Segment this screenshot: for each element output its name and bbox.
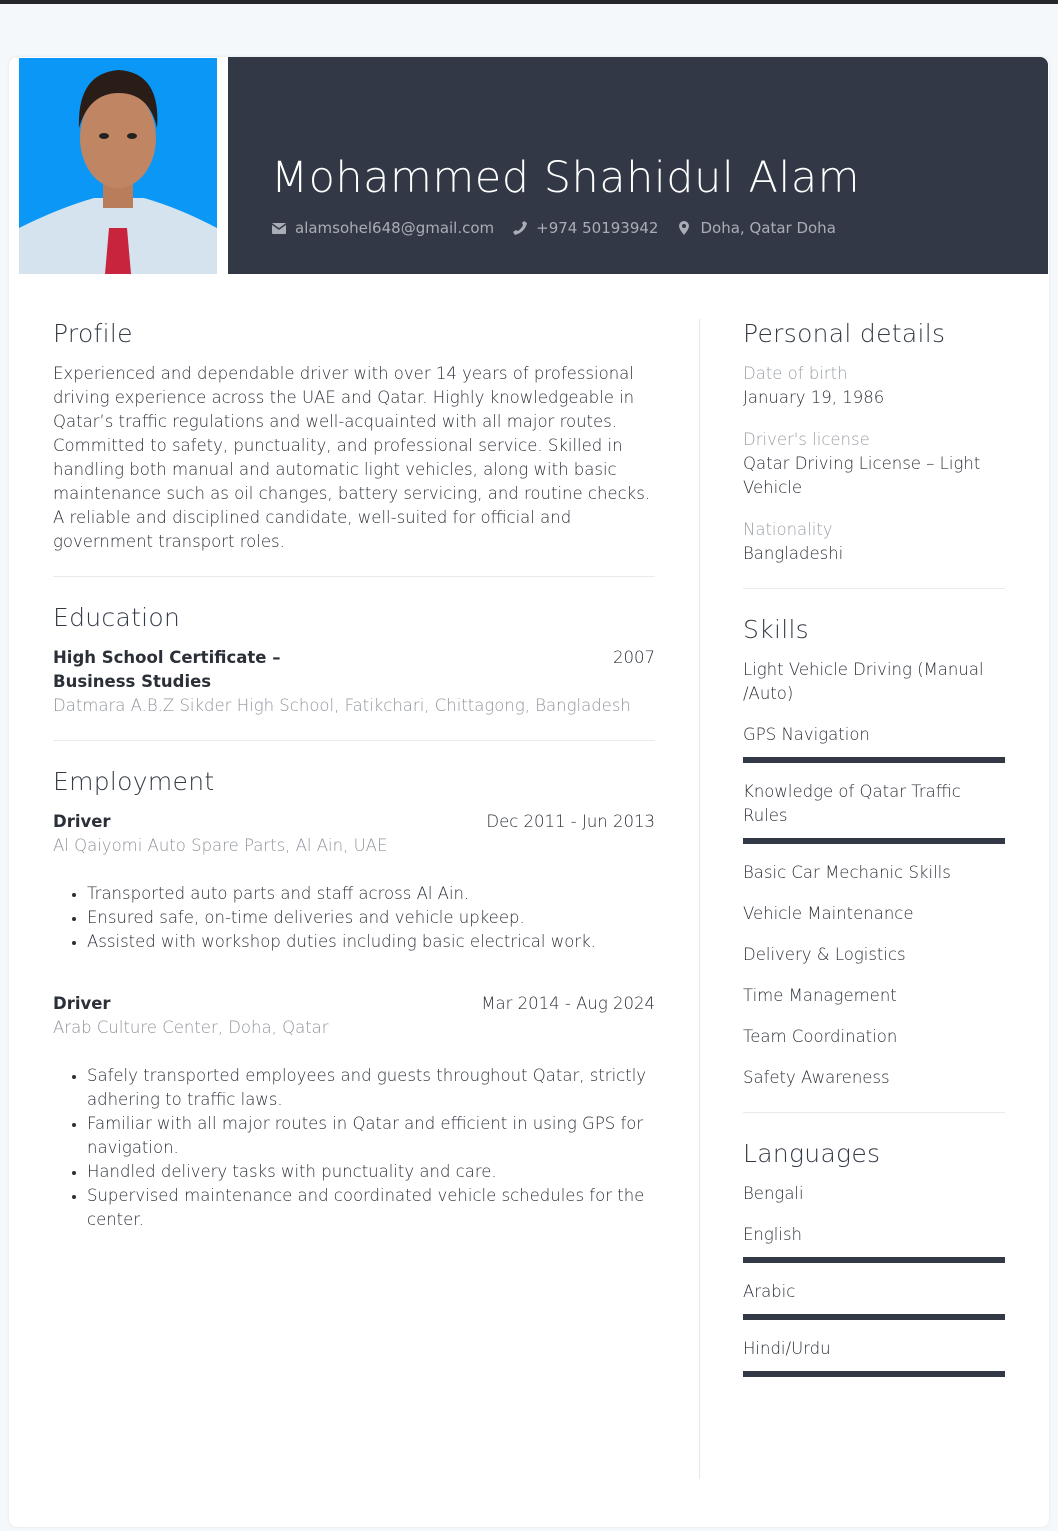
level-bar — [743, 1257, 1005, 1263]
section-title: Skills — [743, 615, 810, 644]
language-item — [743, 1280, 1005, 1320]
email-contact[interactable] — [271, 219, 494, 237]
level-bar — [743, 1314, 1005, 1320]
job-title: Driver — [53, 994, 111, 1013]
candidate-name: Mohammed Shahidul Alam — [271, 153, 861, 203]
bullet: • Supervised maintenance and coordinated vehicle schedules for the center. — [87, 1184, 655, 1232]
skill-item — [743, 902, 1005, 926]
phone-contact[interactable] — [512, 219, 658, 237]
detail-value: Qatar Driving License – Light Vehicle — [743, 454, 981, 497]
detail-value: January 19, 1986 — [743, 388, 885, 407]
section-title: Profile — [53, 319, 133, 348]
detail-label: Driver's license — [743, 430, 870, 449]
job-bullets — [87, 882, 655, 954]
bullet: • Safely transported employees and guests throughout Qatar, strictly adhering to traffic laws. — [87, 1064, 655, 1112]
school: Datmara A.B.Z Sikder High School, Fatikchari, Chittagong, Bangladesh — [53, 696, 631, 715]
top-bar — [0, 0, 1058, 4]
skill-item — [743, 1066, 1005, 1090]
skill-item — [743, 861, 1005, 885]
skill-item — [743, 658, 1005, 706]
section-title: Languages — [743, 1139, 881, 1168]
job-dates: Mar 2014 - Aug 2024 — [481, 994, 655, 1013]
profile-photo — [19, 58, 217, 274]
employer: Arab Culture Center, Doha, Qatar — [53, 1018, 329, 1037]
level-bar — [743, 757, 1005, 763]
section-title: Employment — [53, 767, 215, 796]
column-divider — [699, 319, 700, 1479]
skill-item — [743, 723, 1005, 763]
language-item — [743, 1182, 1005, 1206]
phone-text: +974 50193942 — [536, 219, 659, 237]
education-section — [53, 603, 655, 718]
main-column — [53, 319, 655, 1270]
detail-value: Bangladeshi — [743, 544, 844, 563]
skill-item — [743, 943, 1005, 967]
skill-item — [743, 780, 1005, 844]
language-name: English — [743, 1225, 803, 1244]
education-year: 2007 — [613, 648, 655, 667]
header-banner — [228, 57, 1048, 274]
employer: Al Qaiyomi Auto Spare Parts, Al Ain, UAE — [53, 836, 388, 855]
map-pin-icon — [676, 220, 692, 236]
profile-section — [53, 319, 655, 554]
languages-section — [743, 1139, 1005, 1377]
skill-name: Safety Awareness — [743, 1068, 890, 1087]
skill-name: Light Vehicle Driving (Manual /Auto) — [743, 660, 984, 703]
skill-name: Time Management — [743, 986, 897, 1005]
education-item — [53, 646, 655, 694]
bullet: • Transported auto parts and staff across Al Ain. — [87, 882, 655, 906]
divider — [53, 740, 655, 741]
language-name: Hindi/Urdu — [743, 1339, 831, 1358]
profile-summary: Experienced and dependable driver with over 14 years of professional driving experience across the UAE and Qatar. Highly knowledgeable in Qatar’s traffic regulations and well-acquainted with all major routes. Committed to safety, punctuality, and professional service. Skilled in handling both manual and automatic light vehicles, along with basic maintenance such as oil changes, battery servicing, and routine checks. A reliable and disciplined candidate, well-suited for official and government transport roles. — [53, 364, 651, 551]
sidebar-column — [743, 319, 1005, 1394]
job-entry — [53, 992, 655, 1232]
section-title: Education — [53, 603, 181, 632]
phone-icon — [512, 220, 528, 236]
section-title: Personal details — [743, 319, 946, 348]
skill-name: GPS Navigation — [743, 725, 870, 744]
detail-label: Nationality — [743, 520, 833, 539]
language-item — [743, 1337, 1005, 1377]
resume-card — [9, 57, 1049, 1527]
job-entry — [53, 810, 655, 954]
bullet: • Assisted with workshop duties including basic electrical work. — [87, 930, 655, 954]
skills-section — [743, 615, 1005, 1090]
envelope-icon — [271, 220, 287, 236]
divider — [743, 1112, 1005, 1113]
skill-name: Knowledge of Qatar Traffic Rules — [743, 782, 961, 825]
bullet: • Familiar with all major routes in Qatar and efficient in using GPS for navigation. — [87, 1112, 655, 1160]
skill-name: Basic Car Mechanic Skills — [743, 863, 951, 882]
level-bar — [743, 1371, 1005, 1377]
level-bar — [743, 838, 1005, 844]
location-contact — [676, 219, 835, 237]
skill-name: Vehicle Maintenance — [743, 904, 914, 923]
job-dates: Dec 2011 - Jun 2013 — [486, 812, 655, 831]
language-item — [743, 1223, 1005, 1263]
email-text: alamsohel648@gmail.com — [295, 219, 495, 237]
contact-info — [271, 219, 836, 237]
location-text: Doha, Qatar Doha — [700, 219, 836, 237]
divider — [743, 588, 1005, 589]
job-bullets — [87, 1064, 655, 1232]
degree: High School Certificate – Business Studies — [53, 648, 281, 691]
skill-item — [743, 1025, 1005, 1049]
employment-section — [53, 767, 655, 1232]
skill-name: Team Coordination — [743, 1027, 898, 1046]
detail-label: Date of birth — [743, 364, 848, 383]
job-title: Driver — [53, 812, 111, 831]
bullet: • Handled delivery tasks with punctuality and care. — [87, 1160, 655, 1184]
bullet: • Ensured safe, on-time deliveries and vehicle upkeep. — [87, 906, 655, 930]
skill-name: Delivery & Logistics — [743, 945, 906, 964]
skill-item — [743, 984, 1005, 1008]
language-name: Bengali — [743, 1184, 804, 1203]
personal-details-section — [743, 319, 1005, 566]
language-name: Arabic — [743, 1282, 796, 1301]
divider — [53, 576, 655, 577]
